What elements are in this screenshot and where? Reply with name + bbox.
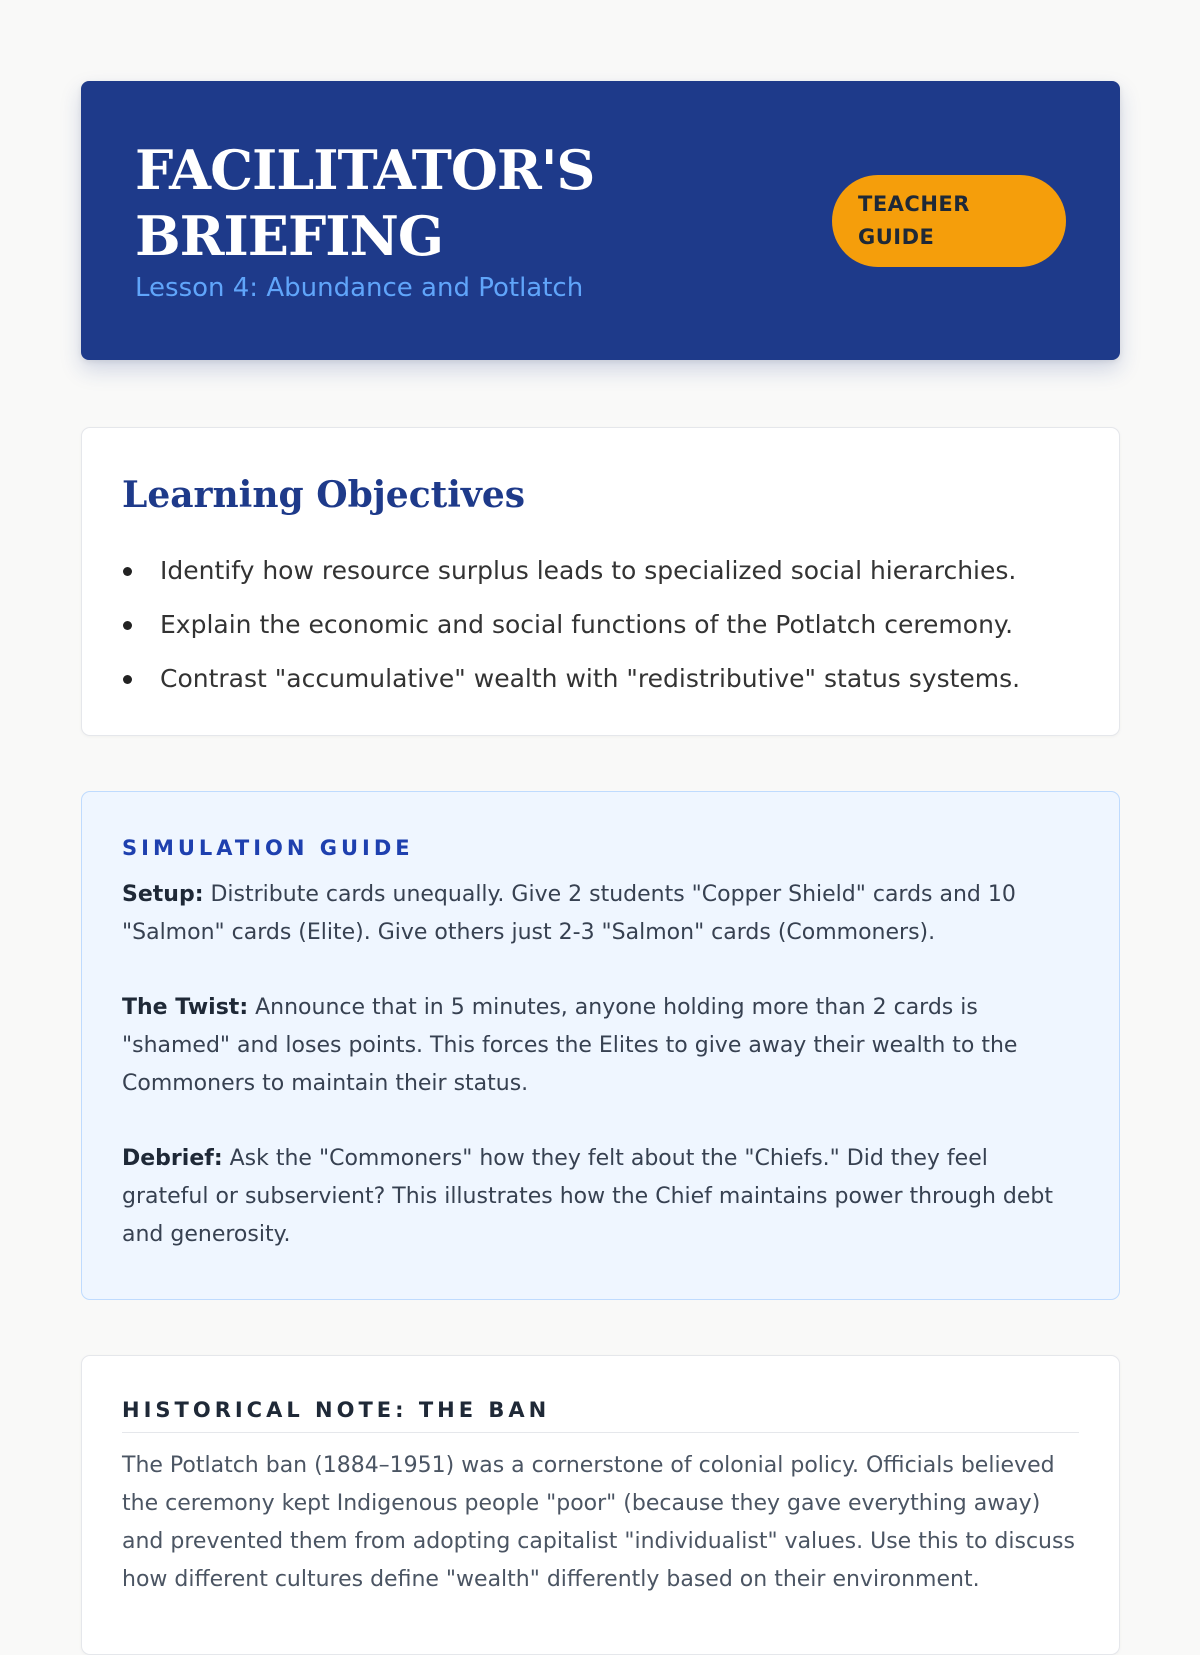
page-title: FACILITATOR'S BRIEFING [135,138,595,268]
historical-note-text: The Potlatch ban (1884–1951) was a cornerstone of colonial policy. Officials believed the ceremony kept Indigenous people "poor" (because they gave everything away) and prevented them from adopting capitalist "individualist" values. Use this to discuss how different cultures define "wealth" differently based on their environment. [122,1453,1075,1592]
simulation-guide-heading: SIMULATION GUIDE [122,836,414,860]
objective-text: Explain the economic and social functions of the Potlatch ceremony. [160,610,1014,639]
debrief-label: Debrief: [122,1146,223,1171]
simulation-guide-card [81,791,1120,1300]
twist-paragraph [122,989,1079,1103]
setup-paragraph [122,876,1079,952]
facilitator-briefing-page [81,81,1120,1655]
learning-objectives-card [81,427,1120,736]
debrief-text: Ask the "Commoners" how they felt about the "Chiefs." Did they feel grateful or subservient? This illustrates how the Chief maintains power through debt and generosity. [122,1146,1054,1247]
historical-note-heading: HISTORICAL NOTE: THE BAN [122,1394,1079,1433]
objective-item [122,544,1079,598]
setup-label: Setup: [122,882,204,907]
learning-objectives-heading: Learning Objectives [122,474,526,516]
objective-text: Identify how resource surplus leads to specialized social hierarchies. [160,556,1017,585]
objective-item [122,652,1079,706]
debrief-paragraph [122,1140,1079,1254]
objectives-list [122,544,1079,706]
briefing-header [81,81,1120,360]
bullet-icon [123,567,132,576]
twist-text: Announce that in 5 minutes, anyone holding more than 2 cards is "shamed" and loses points. This forces the Elites to give away their wealth to the Commoners to maintain their status. [122,995,1018,1096]
historical-note-card [81,1355,1120,1655]
lesson-subtitle: Lesson 4: Abundance and Potlatch [135,273,584,303]
bullet-icon [123,675,132,684]
teacher-guide-badge: TEACHER GUIDE [832,175,1066,267]
objective-text: Contrast "accumulative" wealth with "redistributive" status systems. [160,664,1021,693]
objective-item [122,598,1079,652]
setup-text: Distribute cards unequally. Give 2 students "Copper Shield" cards and 10 "Salmon" cards (Elite). Give others just 2-3 "Salmon" cards (Commoners). [122,882,1016,945]
twist-label: The Twist: [122,995,249,1020]
bullet-icon [123,621,132,630]
